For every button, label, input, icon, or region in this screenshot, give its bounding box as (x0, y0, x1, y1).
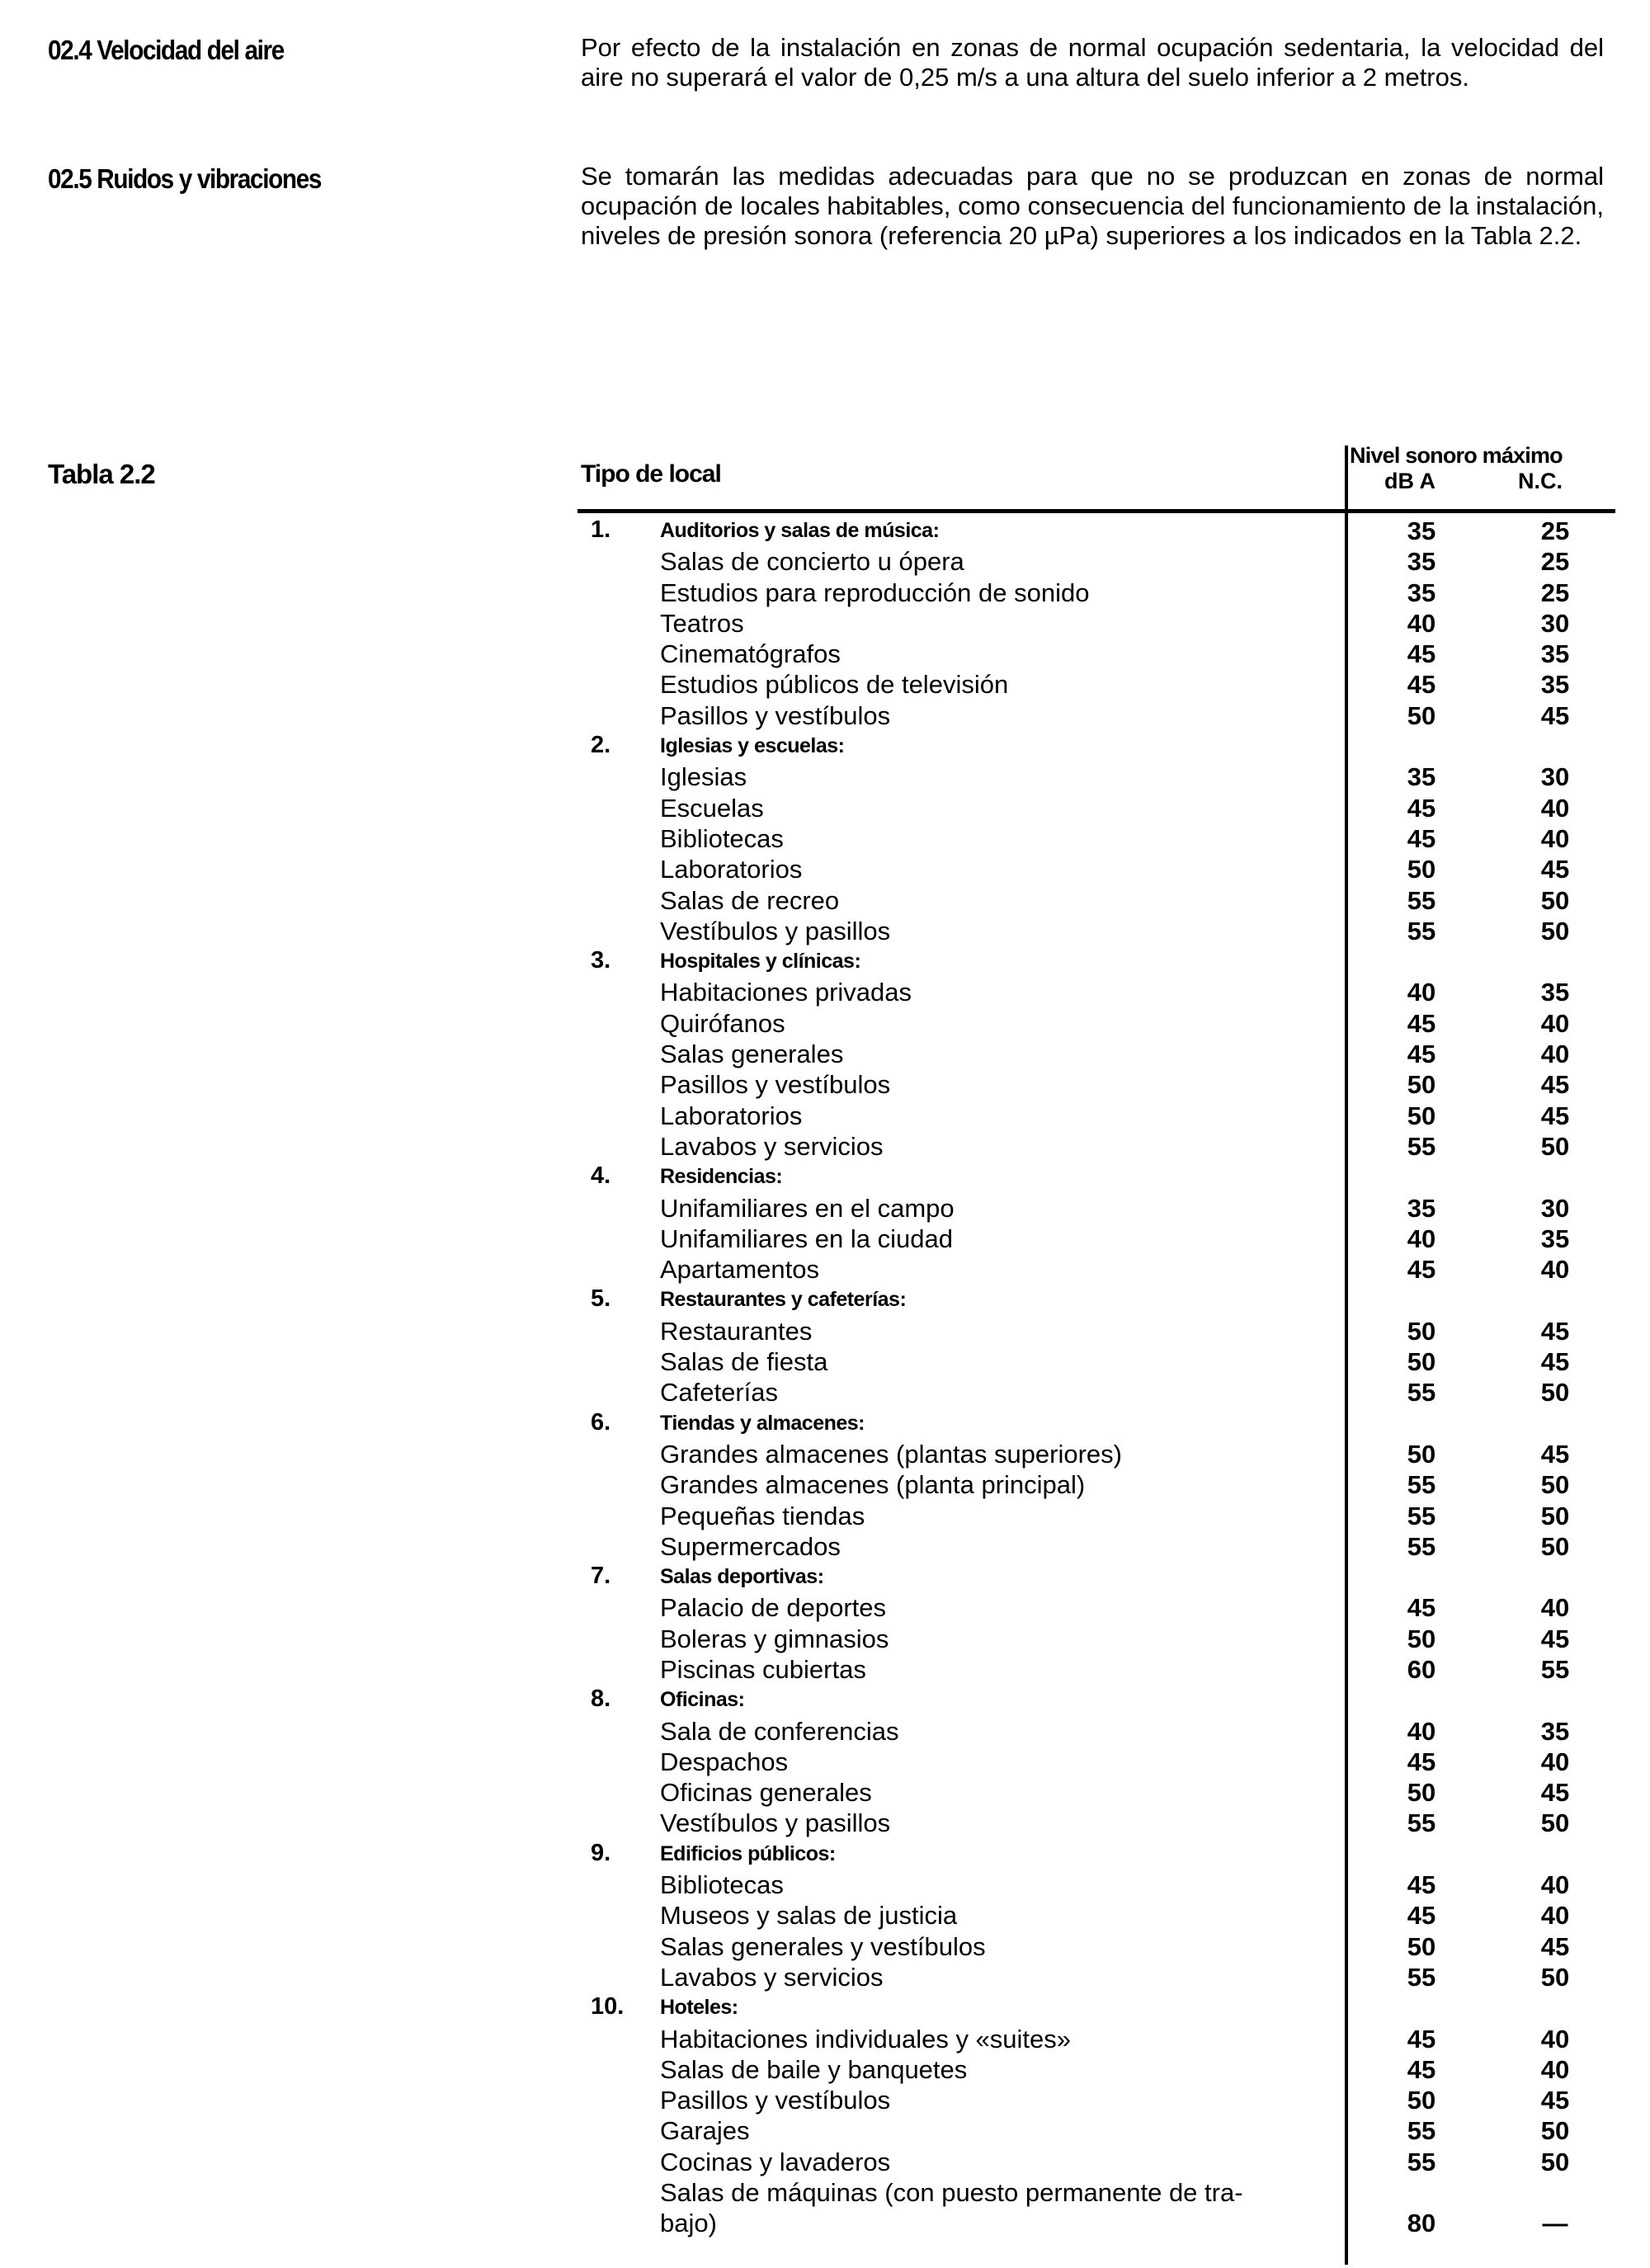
value-dba: 55 (1407, 2116, 1436, 2146)
local-type: Restaurantes (660, 1316, 813, 1346)
table-category-row (578, 1840, 1617, 1870)
local-type: Pequeñas tiendas (660, 1501, 865, 1530)
value-nc: 45 (1540, 1624, 1570, 1653)
value-nc: 40 (1540, 1040, 1570, 1069)
table-row (578, 1778, 1617, 1808)
local-type: Piscinas cubiertas (660, 1654, 866, 1684)
table-row (578, 978, 1617, 1008)
local-type: Estudios públicos de televisión (660, 670, 1009, 700)
value-dba: 50 (1407, 855, 1436, 884)
value-dba: 50 (1407, 1624, 1436, 1653)
table-row (578, 547, 1617, 578)
table-category-row (578, 1686, 1617, 1716)
value-dba: 45 (1407, 793, 1436, 823)
value-nc: 35 (1540, 670, 1570, 700)
column-header-nc: N.C. (1518, 469, 1563, 493)
value-dba: 50 (1407, 1931, 1436, 1961)
value-dba: 55 (1407, 1131, 1436, 1161)
value-nc: 40 (1540, 823, 1570, 853)
table-category-row (578, 1563, 1617, 1593)
value-dba: 40 (1407, 978, 1436, 1007)
local-type: Bibliotecas (660, 823, 784, 853)
value-dba: 35 (1407, 516, 1436, 545)
value-dba: 45 (1407, 1040, 1436, 1069)
table-category-row (578, 1285, 1617, 1316)
category-name: Oficinas: (660, 1688, 745, 1712)
local-type: Escuelas (660, 793, 764, 823)
local-type: Habitaciones privadas (660, 978, 912, 1007)
category-name: Edificios públicos: (660, 1841, 836, 1865)
value-nc: 50 (1540, 1962, 1570, 1992)
table-row (578, 1378, 1617, 1408)
category-number: 4. (591, 1162, 611, 1190)
category-number: 1. (591, 516, 611, 543)
local-type: Salas de baile y banquetes (660, 2054, 968, 2084)
value-nc: 40 (1540, 1255, 1570, 1285)
local-type: Estudios para reproducción de sonido (660, 578, 1090, 607)
value-dba: 55 (1407, 1531, 1436, 1561)
table-row (578, 1655, 1617, 1686)
table-row (578, 1040, 1617, 1070)
local-type: Lavabos y servicios (660, 1131, 884, 1161)
local-type: Salas de máquinas (con puesto permanente de tra- (660, 2178, 1243, 2208)
value-nc: 45 (1540, 855, 1570, 884)
local-type: Despachos (660, 1747, 789, 1776)
value-dba: 45 (1407, 823, 1436, 853)
value-dba: 45 (1407, 1870, 1436, 1900)
value-nc: 35 (1540, 1224, 1570, 1253)
value-dba: 45 (1407, 1901, 1436, 1931)
value-nc: 40 (1540, 2024, 1570, 2053)
value-dba: 45 (1407, 2024, 1436, 2053)
category-name: Tiendas y almacenes: (660, 1411, 865, 1435)
column-header-dba: dB A (1384, 469, 1436, 493)
table-row (578, 1932, 1617, 1963)
table-row (578, 1132, 1617, 1162)
value-nc: 45 (1540, 1101, 1570, 1130)
value-dba: 55 (1407, 1470, 1436, 1500)
value-dba: 50 (1407, 1101, 1436, 1130)
value-nc: 50 (1540, 916, 1570, 945)
table-row (578, 1317, 1617, 1347)
local-type: Palacio de deportes (660, 1593, 887, 1623)
category-name: Restaurantes y cafeterías: (660, 1288, 907, 1312)
local-type: Habitaciones individuales y «suites» (660, 2024, 1072, 2053)
local-type-continuation: bajo) (660, 2209, 717, 2238)
value-dba: 55 (1407, 1378, 1436, 1407)
value-dba: 35 (1407, 547, 1436, 577)
local-type: Quirófanos (660, 1008, 785, 1038)
table-row (578, 1747, 1617, 1778)
table-row (578, 2025, 1617, 2055)
table-row (578, 1502, 1617, 1532)
value-nc: 25 (1540, 547, 1570, 577)
category-name: Salas deportivas: (660, 1565, 824, 1589)
table-row (578, 1255, 1617, 1285)
table-row (578, 639, 1617, 670)
local-type: Supermercados (660, 1531, 841, 1561)
value-dba: 35 (1407, 578, 1436, 607)
table-category-row (578, 1993, 1617, 2024)
value-dba: 55 (1407, 885, 1436, 915)
local-type: Laboratorios (660, 1101, 803, 1130)
local-type: Unifamiliares en el campo (660, 1193, 955, 1223)
value-dba: 55 (1407, 1808, 1436, 1838)
table-category-row (578, 516, 1617, 547)
value-nc: 30 (1540, 1193, 1570, 1223)
local-type: Salas de fiesta (660, 1347, 828, 1377)
table-row (578, 701, 1617, 732)
table-row (578, 609, 1617, 639)
value-nc: 45 (1540, 700, 1570, 730)
value-dba: 50 (1407, 1316, 1436, 1346)
value-nc: 50 (1540, 2116, 1570, 2146)
value-dba: 45 (1407, 1593, 1436, 1623)
category-number: 3. (591, 947, 611, 974)
table-row (578, 1224, 1617, 1255)
value-dba: 55 (1407, 2147, 1436, 2176)
value-nc: 50 (1540, 1470, 1570, 1500)
local-type: Bibliotecas (660, 1870, 784, 1900)
category-number: 5. (591, 1285, 611, 1313)
table-row (578, 670, 1617, 700)
table-row (578, 886, 1617, 917)
local-type: Museos y salas de justicia (660, 1901, 958, 1931)
value-nc: 50 (1540, 885, 1570, 915)
table-row (578, 1194, 1617, 1224)
local-type: Laboratorios (660, 855, 803, 884)
value-nc: 45 (1540, 1070, 1570, 1100)
local-type: Cocinas y lavaderos (660, 2147, 891, 2176)
table-row (578, 1347, 1617, 1378)
value-dba: 55 (1407, 916, 1436, 945)
table-category-row (578, 1162, 1617, 1193)
value-dba: 45 (1407, 1008, 1436, 1038)
local-type: Apartamentos (660, 1255, 819, 1285)
table-row (578, 1808, 1617, 1839)
category-number: 6. (591, 1408, 611, 1436)
value-nc: — (1542, 2209, 1568, 2238)
local-type: Pasillos y vestíbulos (660, 700, 891, 730)
value-nc: 30 (1540, 608, 1570, 638)
local-type: Cinematógrafos (660, 639, 841, 669)
value-nc: 40 (1540, 1008, 1570, 1038)
table-row (578, 2148, 1617, 2178)
value-nc: 40 (1540, 2054, 1570, 2084)
column-header-tipo-local: Tipo de local (581, 460, 721, 488)
value-nc: 45 (1540, 1931, 1570, 1961)
value-nc: 40 (1540, 1901, 1570, 1931)
value-dba: 40 (1407, 608, 1436, 638)
value-nc: 40 (1540, 793, 1570, 823)
value-dba: 50 (1407, 2086, 1436, 2115)
category-name: Residencias: (660, 1165, 783, 1189)
value-nc: 30 (1540, 762, 1570, 792)
column-header-nivel-sonoro: Nivel sonoro máximo (1350, 443, 1563, 468)
local-type: Boleras y gimnasios (660, 1624, 889, 1653)
category-name: Hoteles: (660, 1996, 738, 2020)
category-name: Hospitales y clínicas: (660, 950, 861, 974)
value-dba: 80 (1407, 2209, 1436, 2238)
table-category-row (578, 947, 1617, 978)
value-dba: 45 (1407, 639, 1436, 669)
local-type: Iglesias (660, 762, 747, 792)
table-body (578, 516, 1617, 2240)
value-nc: 35 (1540, 978, 1570, 1007)
table-row (578, 824, 1617, 855)
local-type: Unifamiliares en la ciudad (660, 1224, 953, 1253)
table-row (578, 794, 1617, 824)
value-nc: 50 (1540, 1501, 1570, 1530)
value-nc: 50 (1540, 2147, 1570, 2176)
local-type: Salas generales y vestíbulos (660, 1931, 986, 1961)
table-row (578, 2116, 1617, 2147)
value-nc: 35 (1540, 639, 1570, 669)
value-nc: 45 (1540, 2086, 1570, 2115)
value-nc: 45 (1540, 1347, 1570, 1377)
value-dba: 45 (1407, 2054, 1436, 2084)
table-row (578, 1870, 1617, 1901)
value-nc: 40 (1540, 1870, 1570, 1900)
table-row (578, 2086, 1617, 2116)
value-nc: 35 (1540, 1716, 1570, 1746)
category-number: 2. (591, 732, 611, 759)
table-row (578, 855, 1617, 885)
category-name: Auditorios y salas de música: (660, 519, 940, 542)
value-nc: 55 (1540, 1654, 1570, 1684)
value-dba: 55 (1407, 1962, 1436, 1992)
value-dba: 50 (1407, 1070, 1436, 1100)
value-dba: 40 (1407, 1224, 1436, 1253)
value-nc: 40 (1540, 1593, 1570, 1623)
value-dba: 45 (1407, 670, 1436, 700)
local-type: Teatros (660, 608, 744, 638)
value-nc: 45 (1540, 1439, 1570, 1469)
value-dba: 45 (1407, 1747, 1436, 1776)
table-row (578, 1963, 1617, 1993)
local-type: Pasillos y vestíbulos (660, 2086, 891, 2115)
value-dba: 35 (1407, 762, 1436, 792)
local-type: Pasillos y vestíbulos (660, 1070, 891, 1100)
value-nc: 40 (1540, 1747, 1570, 1776)
category-number: 9. (591, 1839, 611, 1866)
value-nc: 50 (1540, 1531, 1570, 1561)
local-type: Salas generales (660, 1040, 844, 1069)
section-title-velocidad-aire: 02.4 Velocidad del aire (48, 35, 284, 65)
table-category-row (578, 732, 1617, 762)
table-row (578, 1624, 1617, 1655)
value-dba: 50 (1407, 700, 1436, 730)
header-divider (578, 509, 1615, 513)
table-category-row (578, 1409, 1617, 1440)
table-row (578, 1440, 1617, 1470)
table-row-continuation (578, 2209, 1617, 2239)
category-number: 8. (591, 1686, 611, 1713)
table-row (578, 1470, 1617, 1501)
table-row (578, 1101, 1617, 1132)
local-type: Sala de conferencias (660, 1716, 899, 1746)
value-nc: 50 (1540, 1131, 1570, 1161)
local-type: Vestíbulos y pasillos (660, 1808, 891, 1838)
value-dba: 50 (1407, 1439, 1436, 1469)
section-title-ruidos-vibraciones: 02.5 Ruidos y vibraciones (48, 163, 322, 194)
local-type: Grandes almacenes (plantas superiores) (660, 1439, 1122, 1469)
category-number: 10. (591, 1993, 625, 2020)
table-row (578, 1070, 1617, 1101)
table-label: Tabla 2.2 (48, 459, 155, 489)
local-type: Lavabos y servicios (660, 1962, 884, 1992)
table-row (578, 1593, 1617, 1624)
value-dba: 35 (1407, 1193, 1436, 1223)
value-nc: 50 (1540, 1808, 1570, 1838)
local-type: Salas de recreo (660, 885, 840, 915)
local-type: Grandes almacenes (planta principal) (660, 1470, 1086, 1500)
local-type: Cafeterías (660, 1378, 779, 1407)
table-row (578, 1717, 1617, 1747)
value-nc: 25 (1540, 516, 1570, 545)
local-type: Oficinas generales (660, 1778, 872, 1808)
table-row (578, 2055, 1617, 2086)
table-row (578, 1009, 1617, 1040)
value-dba: 60 (1407, 1654, 1436, 1684)
table-row (578, 1901, 1617, 1931)
value-nc: 45 (1540, 1316, 1570, 1346)
section-body-velocidad-aire: Por efecto de la instalación en zonas de normal ocupación sedentaria, la velocidad del aire no superará el valor de 0,25 m/s a una altura del suelo inferior a 2 metros. (581, 33, 1604, 92)
value-dba: 40 (1407, 1716, 1436, 1746)
category-name: Iglesias y escuelas: (660, 734, 845, 758)
table-row (578, 917, 1617, 947)
value-nc: 25 (1540, 578, 1570, 607)
value-dba: 50 (1407, 1347, 1436, 1377)
value-dba: 55 (1407, 1501, 1436, 1530)
local-type: Garajes (660, 2116, 750, 2146)
table-row (578, 1532, 1617, 1563)
local-type: Salas de concierto u ópera (660, 547, 964, 577)
value-dba: 45 (1407, 1255, 1436, 1285)
value-dba: 50 (1407, 1778, 1436, 1808)
value-nc: 50 (1540, 1378, 1570, 1407)
section-body-ruidos-vibraciones: Se tomarán las medidas adecuadas para que no se produzcan en zonas de normal ocupación de locales habitables, como consecuencia del funcionamiento de la instalación, niveles de presión sonora (referencia 20 µPa) superiores a los indicados en la Tabla 2.2. (581, 162, 1604, 250)
table-row (578, 578, 1617, 609)
table-row (578, 2178, 1617, 2209)
category-number: 7. (591, 1563, 611, 1590)
table-row (578, 762, 1617, 793)
value-nc: 45 (1540, 1778, 1570, 1808)
local-type: Vestíbulos y pasillos (660, 916, 891, 945)
